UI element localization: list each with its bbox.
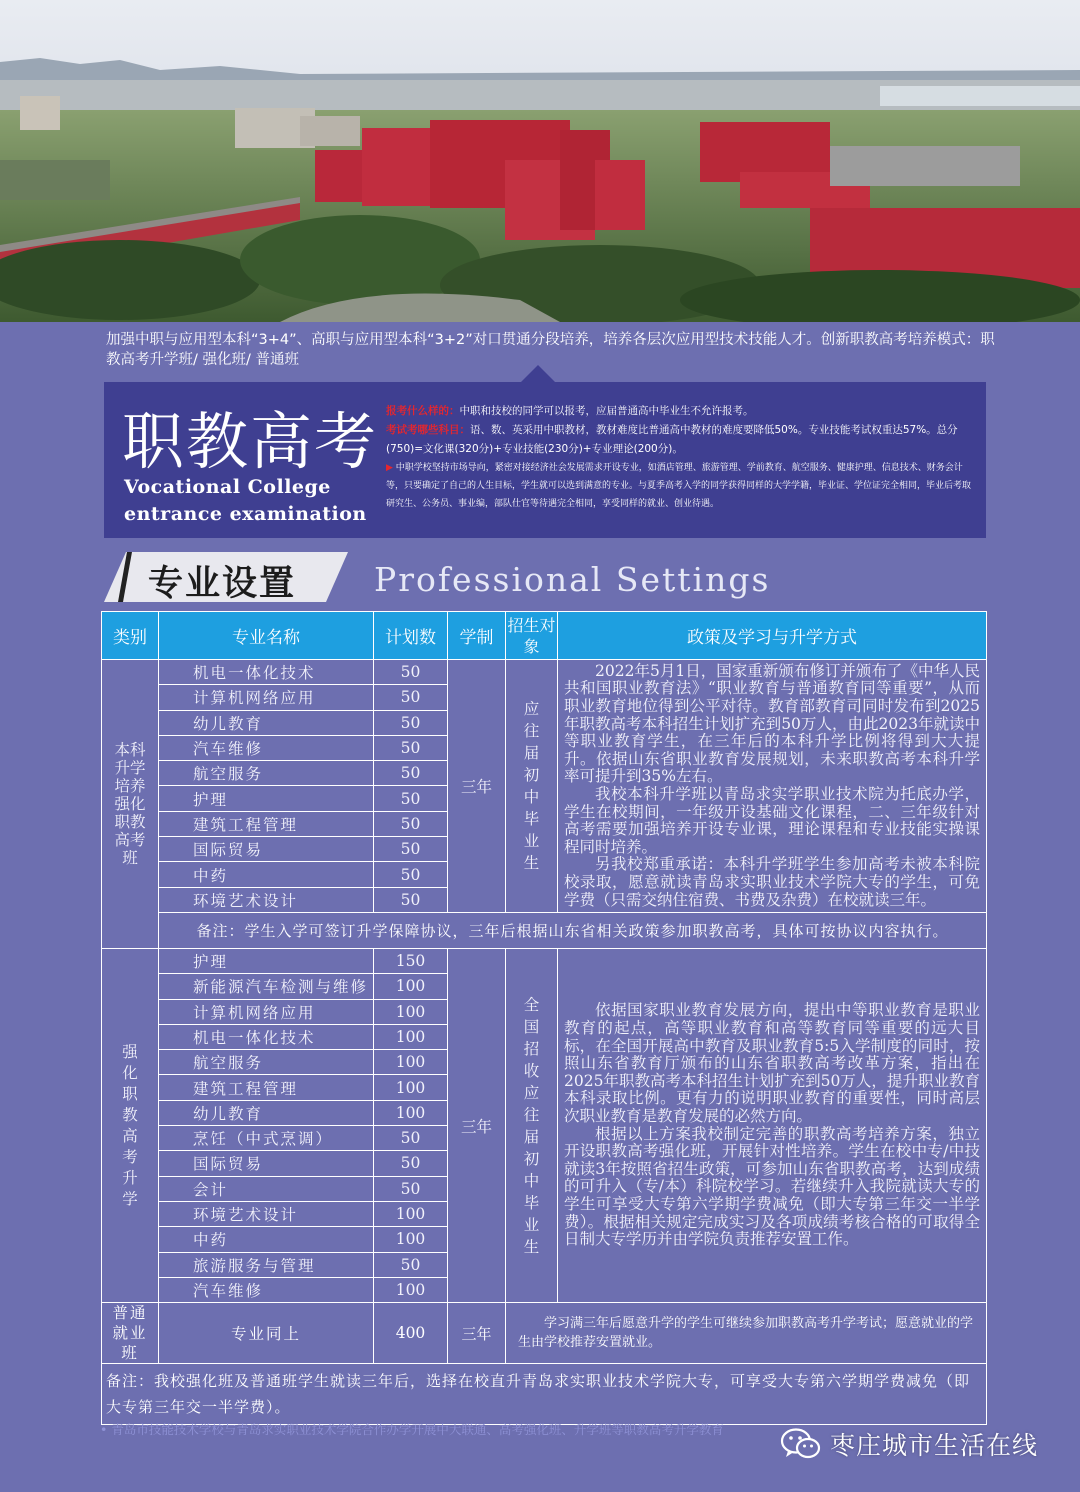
plan-count: 100 xyxy=(374,999,448,1024)
g3-policy: 学习满三年后愿意升学的学生可继续参加职教高考升学考试；愿意就业的学生由学校推荐安置就业。 xyxy=(506,1303,987,1364)
header-major: 专业名称 xyxy=(159,612,374,660)
major-name: 幼儿教育 xyxy=(159,1100,374,1125)
plan-count: 100 xyxy=(374,1075,448,1100)
g2-category: 强化职教高考升学 xyxy=(102,948,159,1302)
g3-plan: 400 xyxy=(374,1303,448,1364)
major-name: 汽车维修 xyxy=(159,735,374,760)
what-label: 考试考哪些科目： xyxy=(386,424,470,436)
major-name: 中药 xyxy=(159,862,374,887)
watermark xyxy=(780,1424,1038,1464)
plan-count: 100 xyxy=(374,1227,448,1252)
major-name: 中药 xyxy=(159,1227,374,1252)
who-label: 报考什么样的： xyxy=(386,405,460,417)
header-policy: 政策及学习与升学方式 xyxy=(558,612,987,660)
g1-note: 备注：学生入学可签订升学保障协议，三年后根据山东省相关政策参加职教高考，具体可按协议内容执行。 xyxy=(159,912,987,948)
g1-years: 三年 xyxy=(448,660,506,913)
banner-en-line2: entrance examination xyxy=(124,503,367,525)
header-years: 学制 xyxy=(448,612,506,660)
g2-policy-p2: 根据以上方案我校制定完善的职教高考培养方案，独立开设职教高考强化班，开展针对性培养。学生在校中专/中技就读3年按照省招生政策，可参加山东省职教高考，达到成绩的可升入（专/本）科院校学习。若继续升入我院就读大专的学生可享受大专第六学期学费减免（即大专第三年交一半学费）。根据相关规定完成实习及各项成绩考核合格的可取得全日制大专学历并由学院负责推荐安置工作。 xyxy=(564,1124,980,1249)
major-name: 环境艺术设计 xyxy=(159,1201,374,1226)
plan-count: 50 xyxy=(374,685,448,710)
plan-count: 50 xyxy=(374,660,448,685)
final-note-row xyxy=(102,1364,987,1425)
header-target: 招生对象 xyxy=(506,612,558,660)
plan-count: 50 xyxy=(374,761,448,786)
wechat-icon xyxy=(780,1427,822,1461)
g3-major: 专业同上 xyxy=(159,1303,374,1364)
major-name: 国际贸易 xyxy=(159,1151,374,1176)
plan-count: 50 xyxy=(374,811,448,836)
table-header-row xyxy=(102,612,987,660)
bullet-icon: ▶ xyxy=(386,463,393,473)
plan-count: 100 xyxy=(374,1024,448,1049)
major-name: 护理 xyxy=(159,786,374,811)
g1-policy-p3: 另我校郑重承诺：本科升学班学生参加高考未被本科院校录取，愿意就读青岛求实职业技术学院大专的学生，可免学费（只需交纳住宿费、书费及杂费）在校就读三年。 xyxy=(564,855,980,909)
plan-count: 100 xyxy=(374,1050,448,1075)
majors-table xyxy=(101,611,987,1425)
g3-row xyxy=(102,1303,987,1364)
major-name: 机电一体化技术 xyxy=(159,660,374,685)
banner-en-line1: Vocational College xyxy=(124,476,331,498)
plan-count: 100 xyxy=(374,974,448,999)
g2-years: 三年 xyxy=(448,948,506,1302)
plan-count: 50 xyxy=(374,786,448,811)
campus-photo xyxy=(0,0,1080,322)
plan-count: 50 xyxy=(374,1176,448,1201)
g1-policy-p1: 2022年5月1日，国家重新颁布修订并颁布了《中华人民共和国职业教育法》“职业教育与普通教育同等重要”，从而职业教育地位得到公平对待。教育部教育司同时发布到2025年职教高考本科招生计划扩充到50万人，由此2023年就读中等职业教育学生，在三年后的本科升学比例将得到大大提升。依据山东省职业教育发展规划，未来职教高考本科升学率可提升到35%左右。 xyxy=(564,661,980,786)
major-name: 航空服务 xyxy=(159,1050,374,1075)
header-plan: 计划数 xyxy=(374,612,448,660)
what-text: 语、数、英采用中职教材，教材难度比普通高中教材的难度要降低50%。专业技能考试权重达57%。总分(750)=文化课(320分)+专业技能(230分)+专业理论(200分)。 xyxy=(386,424,958,455)
major-name: 新能源汽车检测与维修 xyxy=(159,974,374,999)
major-name: 航空服务 xyxy=(159,761,374,786)
banner-notch xyxy=(520,365,556,383)
major-name: 计算机网络应用 xyxy=(159,999,374,1024)
plan-count: 50 xyxy=(374,1151,448,1176)
section-heading xyxy=(104,552,354,602)
g1-category: 本科升学培养强化职教高考班 xyxy=(102,660,159,949)
table-row xyxy=(102,948,987,973)
plan-count: 50 xyxy=(374,887,448,912)
watermark-text: 枣庄城市生活在线 xyxy=(830,1431,1039,1460)
major-name: 幼儿教育 xyxy=(159,710,374,735)
g3-category: 普通就业班 xyxy=(102,1303,159,1364)
g1-note-row xyxy=(102,912,987,948)
exam-banner xyxy=(104,382,986,538)
section-en-title: Professional Settings xyxy=(374,560,771,599)
major-name: 计算机网络应用 xyxy=(159,685,374,710)
major-name: 烹饪（中式烹调） xyxy=(159,1126,374,1151)
plan-count: 50 xyxy=(374,1126,448,1151)
major-name: 建筑工程管理 xyxy=(159,811,374,836)
plan-count: 50 xyxy=(374,710,448,735)
final-note: 备注：我校强化班及普通班学生就读三年后，选择在校直升青岛求实职业技术学院大专，可享受大专第六学期学费减免（即大专第三年交一半学费）。 xyxy=(102,1364,987,1425)
major-name: 护理 xyxy=(159,948,374,973)
plan-count: 50 xyxy=(374,1252,448,1277)
major-name: 旅游服务与管理 xyxy=(159,1252,374,1277)
plan-count: 150 xyxy=(374,948,448,973)
major-name: 机电一体化技术 xyxy=(159,1024,374,1049)
major-name: 汽车维修 xyxy=(159,1277,374,1302)
plan-count: 50 xyxy=(374,862,448,887)
g2-target: 全国招收应往届初中毕业生 xyxy=(506,948,558,1302)
plan-count: 50 xyxy=(374,837,448,862)
banner-en-title xyxy=(124,474,367,528)
detail-text: 中职学校坚持市场导向，紧密对接经济社会发展需求开设专业，如酒店管理、旅游管理、学前教育、航空服务、健康护理、信息技术、财务会计等，只要确定了自己的人生目标，学生就可以选到满意的专业。与夏季高考入学的同学获得同样的大学学籍，毕业证、学位证完全相同，毕业后考取研究生、公务员、事业编，部队仕官等待遇完全相同，享受同样的就业、创业待遇。 xyxy=(386,463,972,509)
g2-policy xyxy=(558,948,987,1302)
section-title: 专业设置 xyxy=(148,563,297,604)
banner-description xyxy=(386,402,976,513)
who-text: 中职和技校的同学可以报考，应届普通高中毕业生不允许报考。 xyxy=(459,405,754,417)
table-row xyxy=(102,660,987,685)
g1-policy-p2: 我校本科升学班以青岛求实学职业技术院为托底办学，学生在校期间，一年级开设基础文化课程，二、三年级针对高考需要加强培养开设专业课，理论课程和专业技能实操课程同时培养。 xyxy=(564,784,980,856)
header-category: 类别 xyxy=(102,612,159,660)
intro-text: 加强中职与应用型本科“3+4”、高职与应用型本科“3+2”对口贯通分段培养，培养各层次应用型技术技能人才。创新职教高考培养模式：职教高考升学班/ 强化班/ 普通班 xyxy=(106,332,995,368)
plan-count: 50 xyxy=(374,735,448,760)
g1-target: 应往届初中毕业生 xyxy=(506,660,558,913)
g3-years: 三年 xyxy=(448,1303,506,1364)
plan-count: 100 xyxy=(374,1201,448,1226)
major-name: 建筑工程管理 xyxy=(159,1075,374,1100)
g1-policy xyxy=(558,660,987,913)
g2-policy-p1: 依据国家职业教育发展方向，提出中等职业教育是职业教育的起点，高等职业教育和高等教育同等重要的远大目标，在全国开展高中教育及职业教育5:5入学制度的同时，按照山东省教育厅颁布的山东省职教高考改革方案，指出在2025年职教高考本科招生计划扩充到50万人，提升职业教育本科录取比例。更有力的说明职业教育的重要性，同时高层次职业教育是教育发展的必然方向。 xyxy=(564,1001,980,1125)
footer-text: • 青岛市技能技术学校与青岛求实职业技术学院合作办学开展中大联通、高考强化班、升学班等职教高考升学教育 xyxy=(100,1422,724,1437)
plan-count: 100 xyxy=(374,1100,448,1125)
banner-title: 职教高考 xyxy=(122,405,379,478)
major-name: 国际贸易 xyxy=(159,837,374,862)
major-name: 会计 xyxy=(159,1176,374,1201)
plan-count: 100 xyxy=(374,1277,448,1302)
major-name: 环境艺术设计 xyxy=(159,887,374,912)
